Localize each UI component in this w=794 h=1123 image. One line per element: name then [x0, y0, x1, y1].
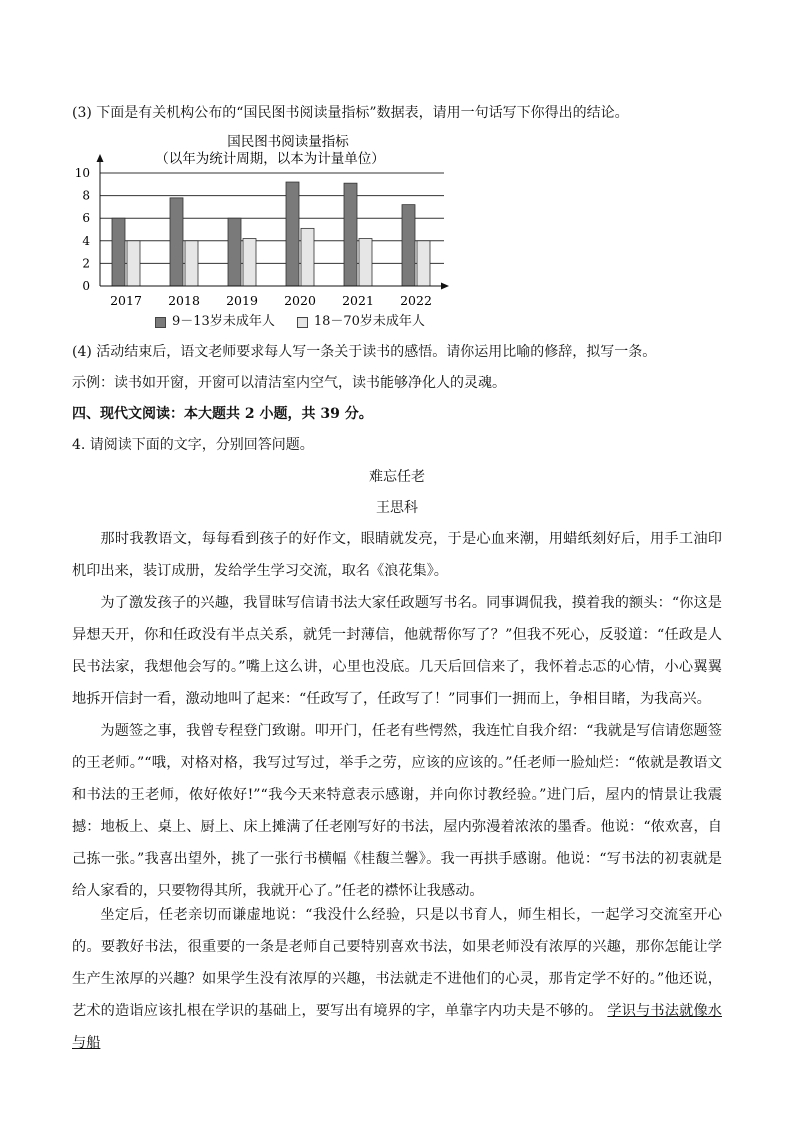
legend-swatch-series-1 — [155, 317, 166, 328]
x-tick-label-2018: 2018 — [168, 293, 200, 308]
paragraph-1: 那时我教语文，每每看到孩子的好作文，眼睛就发亮，于是心血来潮，用蜡纸刻好后，用手工油印机印出来，装订成册，发给学生学习交流，取名《浪花集》。 — [72, 531, 722, 579]
example-text: 示例：读书如开窗，开窗可以清洁室内空气，读书能够净化人的灵魂。 — [72, 375, 506, 391]
bar-2020-series-1 — [286, 182, 299, 286]
paragraph-4-text: 坐定后，任老亲切而谦虚地说：“我没什么经验，只是以书育人，师生相长，一起学习交流室开心的。要教好书法，很重要的一条是老师自己要特别喜欢书法，如果老师没有浓厚的兴趣，那你怎能让学生产生浓厚的兴趣？如果学生没有浓厚的兴趣，书法就走不进他们的心灵，那肯定学不好的。”他还说，艺术的造诣应该扎根在学识的基础上，要写出有境界的字，单靠字内功夫是不够的。 — [72, 907, 722, 1019]
bar-2020-series-2 — [301, 228, 314, 286]
paragraph-3: 为题签之事，我曾专程登门致谢。叩开门，任老有些愕然，我连忙自我介绍：“我就是写信请您题签的王老师。”“哦，对格对格，我写过写过，举手之劳，应该的应该的。”任老师一脸灿烂：“侬就是教语文和书法的王老师，侬好侬好!”“我今天来特意表示感谢，并向你讨教经验。”进门后，屋内的情景让我震撼：地板上、桌上、厨上、床上摊满了任老刚写好的书法，屋内弥漫着浓浓的墨香。他说：“侬欢喜，自己拣一张。”我喜出望外，挑了一张行书横幅《桂馥兰馨》。我一再拱手感谢。他说：“写书法的初衷就是给人家看的，只要物得其所，我就开心了。”任老的襟怀让我感动。 — [72, 723, 722, 899]
paragraph-4 — [72, 899, 722, 1059]
y-tick-label-1: 2 — [82, 256, 90, 271]
section-heading: 四、现代文阅读：本大题共 2 小题，共 39 分。 — [72, 406, 373, 422]
chart-legend — [155, 314, 425, 330]
bar-2018-series-2 — [185, 241, 198, 286]
y-tick-label-3: 6 — [82, 211, 90, 226]
y-tick-label-0: 0 — [82, 279, 90, 293]
legend-label-series-2: 18－70岁未成年人 — [313, 314, 425, 329]
x-tick-label-2019: 2019 — [226, 293, 258, 308]
bar-2022-series-2 — [417, 241, 430, 286]
bar-2017-series-1 — [112, 218, 125, 286]
x-tick-label-2022: 2022 — [400, 293, 432, 308]
y-tick-label-4: 8 — [82, 188, 90, 203]
x-tick-label-2021: 2021 — [342, 293, 374, 308]
bar-2018-series-1 — [170, 198, 183, 286]
article-author: 王思科 — [376, 500, 418, 516]
chart-axes — [97, 154, 450, 290]
article-title: 难忘任老 — [369, 469, 425, 485]
q4-prompt: (4) 活动结束后，语文老师要求每人写一条关于读书的感悟。请你运用比喻的修辞，拟写一条。 — [72, 344, 657, 360]
paragraph-2: 为了激发孩子的兴趣，我冒昧写信请书法大家任政题写书名。同事调侃我，摸着我的额头：“你这是异想天开，你和任政没有半点关系，就凭一封薄信，他就帮你写了？”但我不死心，反驳道：“任政是人民书法家，我想他会写的。”嘴上这么讲，心里也没底。几天后回信来了，我怀着忐忑的心情，小心翼翼地拆开信封一看，激动地叫了起来：“任政写了，任政写了！”同事们一拥而上，争相目睹，为我高兴。 — [72, 595, 722, 707]
legend-label-series-1: 9－13岁未成年人 — [172, 314, 275, 329]
y-tick-label-5: 10 — [74, 166, 90, 180]
y-tick-label-2: 4 — [82, 233, 90, 248]
reading-chart — [70, 130, 460, 310]
x-tick-label-2017: 2017 — [110, 293, 142, 308]
bar-2019-series-2 — [243, 239, 256, 286]
bar-2017-series-2 — [127, 241, 140, 286]
x-tick-labels — [110, 293, 432, 308]
x-tick-label-2020: 2020 — [284, 293, 316, 308]
chart-title: 国民图书阅读量指标 — [227, 134, 349, 150]
chart-subtitle: （以年为统计周期，以本为计量单位） — [155, 151, 385, 167]
bar-2019-series-1 — [228, 218, 241, 286]
bar-2022-series-1 — [402, 205, 415, 286]
question-4-instruction: 4. 请阅读下面的文字，分别回答问题。 — [72, 437, 314, 453]
chart-grid — [100, 173, 444, 263]
y-axis-arrow — [97, 154, 104, 162]
chart-bars — [112, 182, 430, 286]
bar-2021-series-1 — [344, 183, 357, 286]
underlined-sentence: 学识与书法就像水与船 — [72, 1003, 722, 1051]
x-axis-arrow — [441, 283, 449, 290]
y-tick-labels — [75, 166, 91, 293]
bar-2021-series-2 — [359, 239, 372, 286]
legend-swatch-series-2 — [297, 317, 308, 328]
q3-prompt: (3) 下面是有关机构公布的“国民图书阅读量指标”数据表，请用一句话写下你得出的结论。 — [72, 105, 629, 121]
